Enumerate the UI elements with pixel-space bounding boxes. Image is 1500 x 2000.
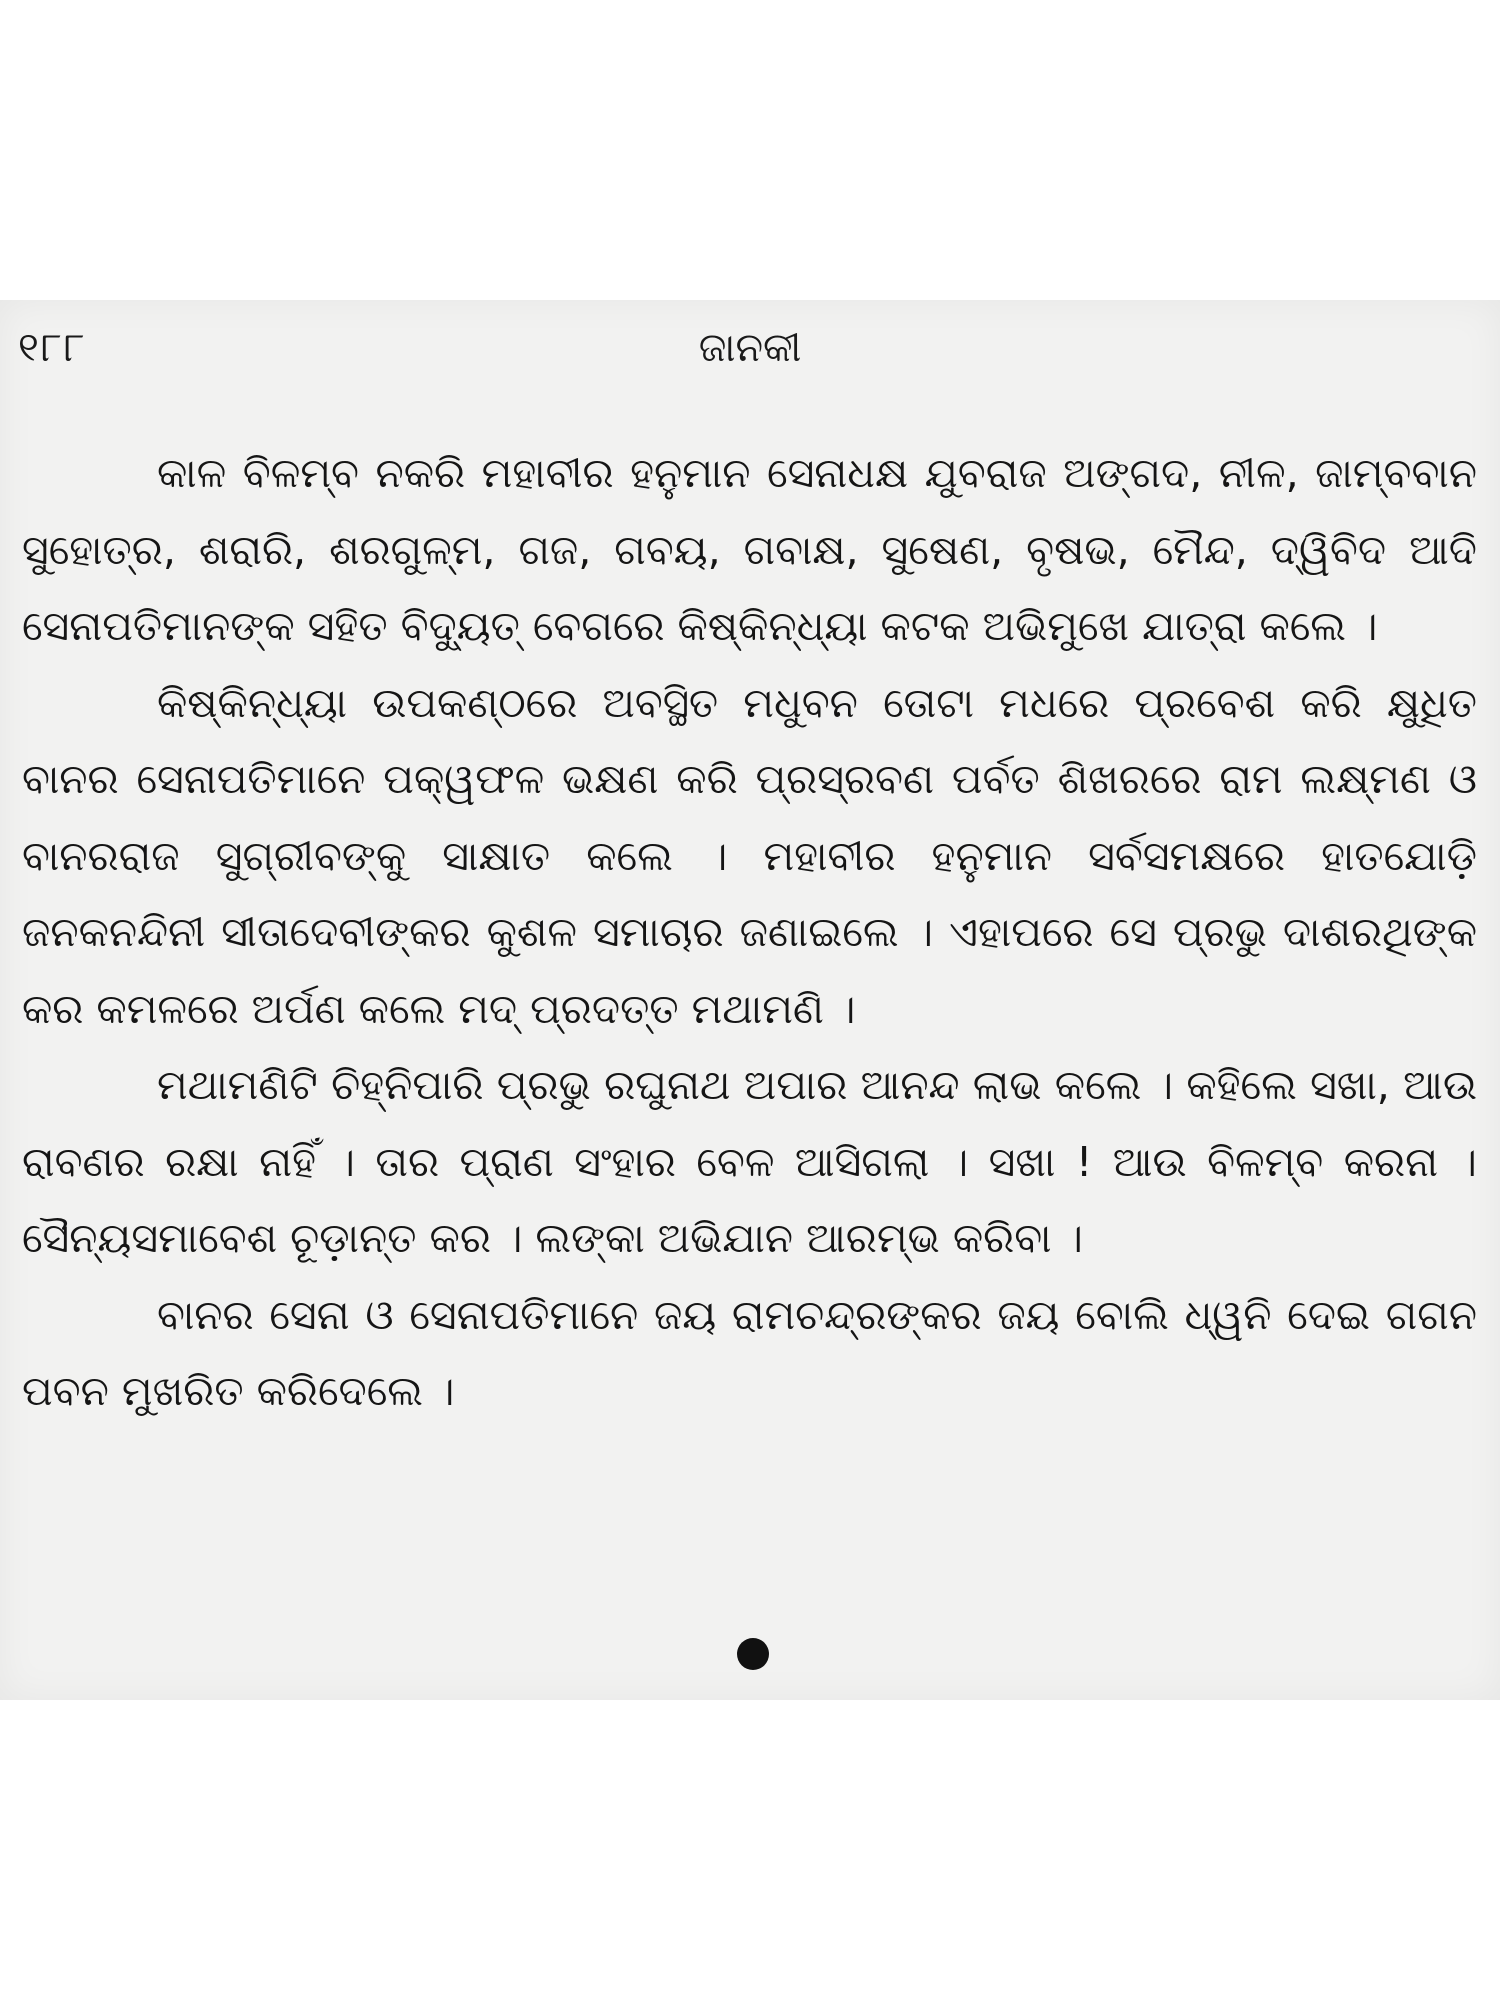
running-title: ଜାନକୀ (698, 325, 802, 371)
body-text (22, 435, 1477, 1430)
page-number: ୧୮୮ (18, 325, 87, 371)
end-of-chapter-dot (737, 1638, 769, 1670)
paragraph-4: ବାନର ସେନା ଓ ସେନାପତିମାନେ ଜୟ ରାମଚନ୍ଦ୍ରଙ୍କର ଜୟ ବୋଲି ଧ୍ୱନି ଦେଇ ଗଗନ ପବନ ମୁଖରିତ କରିଦେଲେ । (22, 1290, 1477, 1415)
paragraph-3: ମଥାମଣିଟି ଚିହ୍ନିପାରି ପ୍ରଭୁ ରଘୁନାଥ ଅପାର ଆନନ୍ଦ ଲାଭ କଲେ । କହିଲେ ସଖା, ଆଉ ରାବଣର ରକ୍ଷା ନାହିଁ । ତାର ପ୍ରାଣ ସଂହାର ବେଳ ଆସିଗଲା । ସଖା ! ଆଉ ବିଳମ୍ବ କରନା । ସୈନ୍ୟସମାବେଶ ଚୂଡ଼ାନ୍ତ କର । ଲଙ୍କା ଅଭିଯାନ ଆରମ୍ଭ କରିବା । (22, 1061, 1477, 1262)
paragraph-2: କିଷ୍କିନ୍ଧ୍ୟା ଉପକଣ୍ଠରେ ଅବସ୍ଥିତ ମଧୁବନ ତୋଟା ମଧରେ ପ୍ରବେଶ କରି କ୍ଷୁଧିତ ବାନର ସେନାପତିମାନେ ପକ୍ୱଫଳ ଭକ୍ଷଣ କରି ପ୍ରସ୍ରବଣ ପର୍ବତ ଶିଖରରେ ରାମ ଲକ୍ଷ୍ମଣ ଓ ବାନରରାଜ ସୁଗ୍ରୀବଙ୍କୁ ସାକ୍ଷାତ କଲେ । ମହାବୀର ହନୁମାନ ସର୍ବସମକ୍ଷରେ ହାତଯୋଡ଼ି ଜନକନନ୍ଦିନୀ ସୀତାଦେବୀଙ୍କର କୁଶଳ ସମାଚାର ଜଣାଇଲେ । ଏହାପରେ ସେ ପ୍ରଭୁ ଦାଶରଥିଙ୍କ କର କମଳରେ ଅର୍ପଣ କଲେ ମଦ୍ ପ୍ରଦତ୍ତ ମଥାମଣି । (22, 678, 1477, 1033)
paragraph-1: କାଳ ବିଳମ୍ବ ନକରି ମହାବୀର ହନୁମାନ ସେନାଧକ୍ଷ ଯୁବରାଜ ଅଙ୍ଗଦ, ନୀଳ, ଜାମ୍ବବାନ ସୁହୋତ୍ର, ଶରାରି, ଶରଗୁଳ୍ମ, ଗଜ, ଗବୟ, ଗବାକ୍ଷ, ସୁଷେଣ, ବୃଷଭ, ମୈନ୍ଦ, ଦ୍ୱିବିଦ ଆଦି ସେନାପତିମାନଙ୍କ ସହିତ ବିଦ୍ୟୁତ୍ ବେଗରେ କିଷ୍କିନ୍ଧ୍ୟା କଟକ ଅଭିମୁଖେ ଯାତ୍ରା କଲେ । (22, 449, 1477, 650)
page-header (0, 325, 1500, 385)
